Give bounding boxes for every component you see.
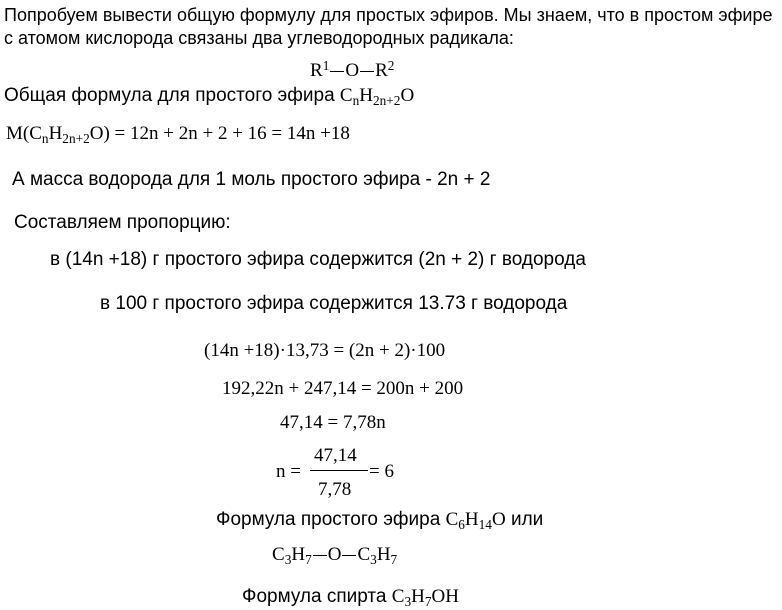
bond-line [360,71,374,72]
proportion-line-1: в (14n +18) г простого эфира содержится (2n + 2) г водорода [50,249,586,270]
intro-line-2: с атомом кислорода связаны два углеводородных радикала: [4,28,514,48]
alcohol-formula-line: Формула спирта $C_3H_7OH$ [242,586,459,609]
proportion-line-2: в 100 г простого эфира содержится 13.73 г водорода [100,293,568,314]
ether-structure-dipropyl: $C_3H_7$ O $C_3H_7$ [272,544,398,567]
fraction-numerator: 47,14 [314,445,357,466]
equation-1: (14n +18)·13,73 = (2n + 2)·100 [204,340,446,361]
equation-3: 47,14 = 7,78n [280,412,386,433]
fraction-lhs: n = [276,461,301,482]
equation-2: 192,22n + 247,14 = 200n + 200 [222,378,464,399]
bond-line [330,71,344,72]
intro-line-1: Попробуем вывести общую формулу для простых эфиров. Мы знаем, что в простом эфире [4,5,773,25]
fraction-rhs: = 6 [369,461,394,482]
general-formula-line: Общая формула для простого эфира $C_nH_{2n+2}O$ [4,85,415,108]
bond-line [313,555,327,556]
ether-structure-r1-o-r2: $R^1$ O $R^2$ [310,58,395,81]
fraction-denominator: 7,78 [318,479,352,500]
proportion-heading: Составляем пропорцию: [14,212,231,233]
molar-mass-equation: $M(C_nH_{2n+2}O) = 12n + 2n + 2 + 16 = 14n +18$ [6,123,350,146]
bond-line [342,555,356,556]
fraction-bar [310,470,368,471]
ether-formula-line: Формула простого эфира $C_6H_{14}O$ или [216,509,544,532]
hydrogen-mass-text: А масса водорода для 1 моль простого эфира - 2n + 2 [12,169,491,190]
